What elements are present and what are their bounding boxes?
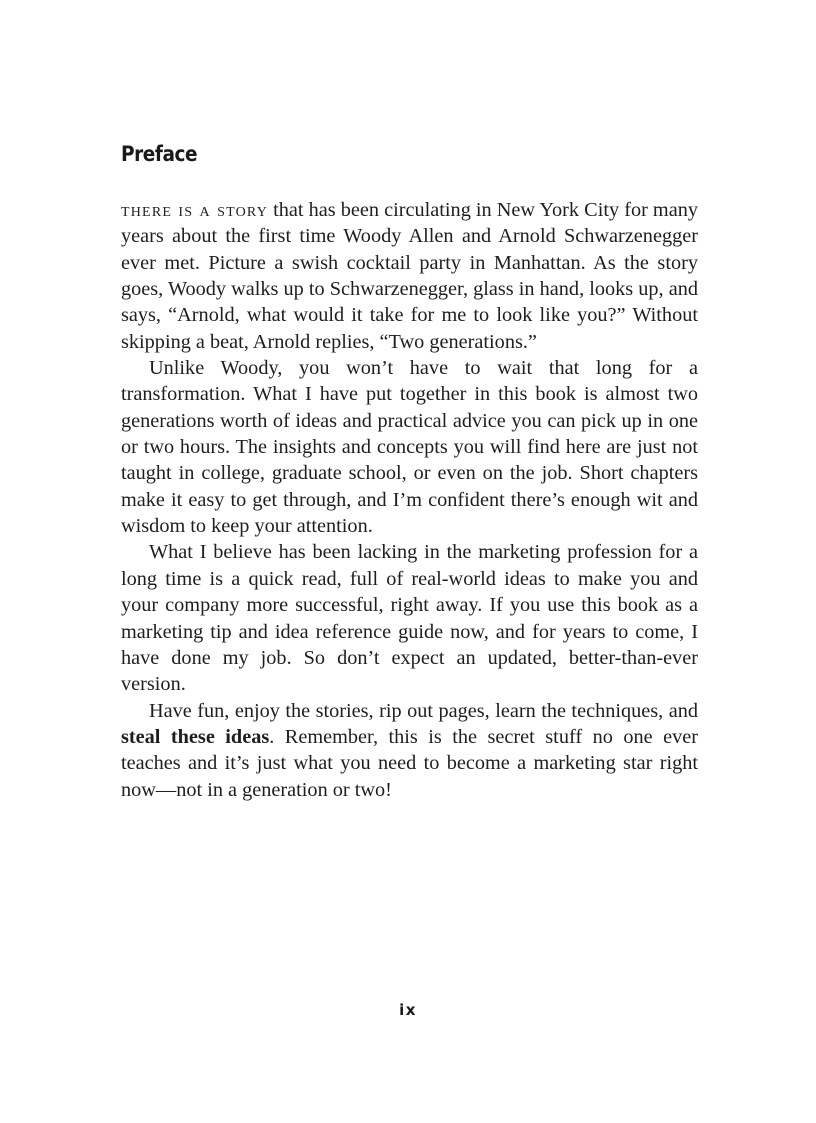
emphasized-phrase: steal these ideas — [121, 725, 270, 748]
paragraph-4 — [121, 698, 698, 803]
paragraph-1 — [121, 197, 698, 355]
paragraph-3: What I believe has been lacking in the marketing profession for a long time is a quick read, full of real-world ideas to make you and your company more successful, right away. If you use this book as a marketing tip and idea reference guide now, and for years to come, I have done my job. So don’t expect an updated, better-than-ever version. — [121, 541, 698, 696]
preface-body — [121, 197, 698, 803]
paragraph-2: Unlike Woody, you won’t have to wait that long for a transformation. What I have put together in this book is almost two generations worth of ideas and practical advice you can pick up in one or two hours. The insights and concepts you will find here are just not taught in college, graduate school, or even on the job. Short chapters make it easy to get through, and I’m confident there’s enough wit and wisdom to keep your attention. — [121, 357, 698, 538]
paragraph-4-after: . Remember, this is the secret stuff no one ever teaches and it’s just what you need to become a marketing star right now—not in a generation or two! — [121, 725, 698, 801]
chapter-title: Preface — [121, 142, 198, 166]
page-number: ix — [399, 1001, 417, 1019]
paragraph-4-before: Have fun, enjoy the stories, rip out pages, learn the techniques, and — [149, 699, 698, 722]
paragraph-1-text: that has been circulating in New York City for many years about the first time Woody Allen and Arnold Schwarzenegger ever met. Picture a swish cocktail party in Manhattan. As the story goes, Woody walks up to Schwarzenegger, glass in hand, looks up, and says, “Arnold, what would it take for me to look like you?” Without skipping a beat, Arnold replies, “Two generations.” — [121, 199, 698, 353]
paragraph-lead-in: there is a story — [121, 199, 269, 221]
